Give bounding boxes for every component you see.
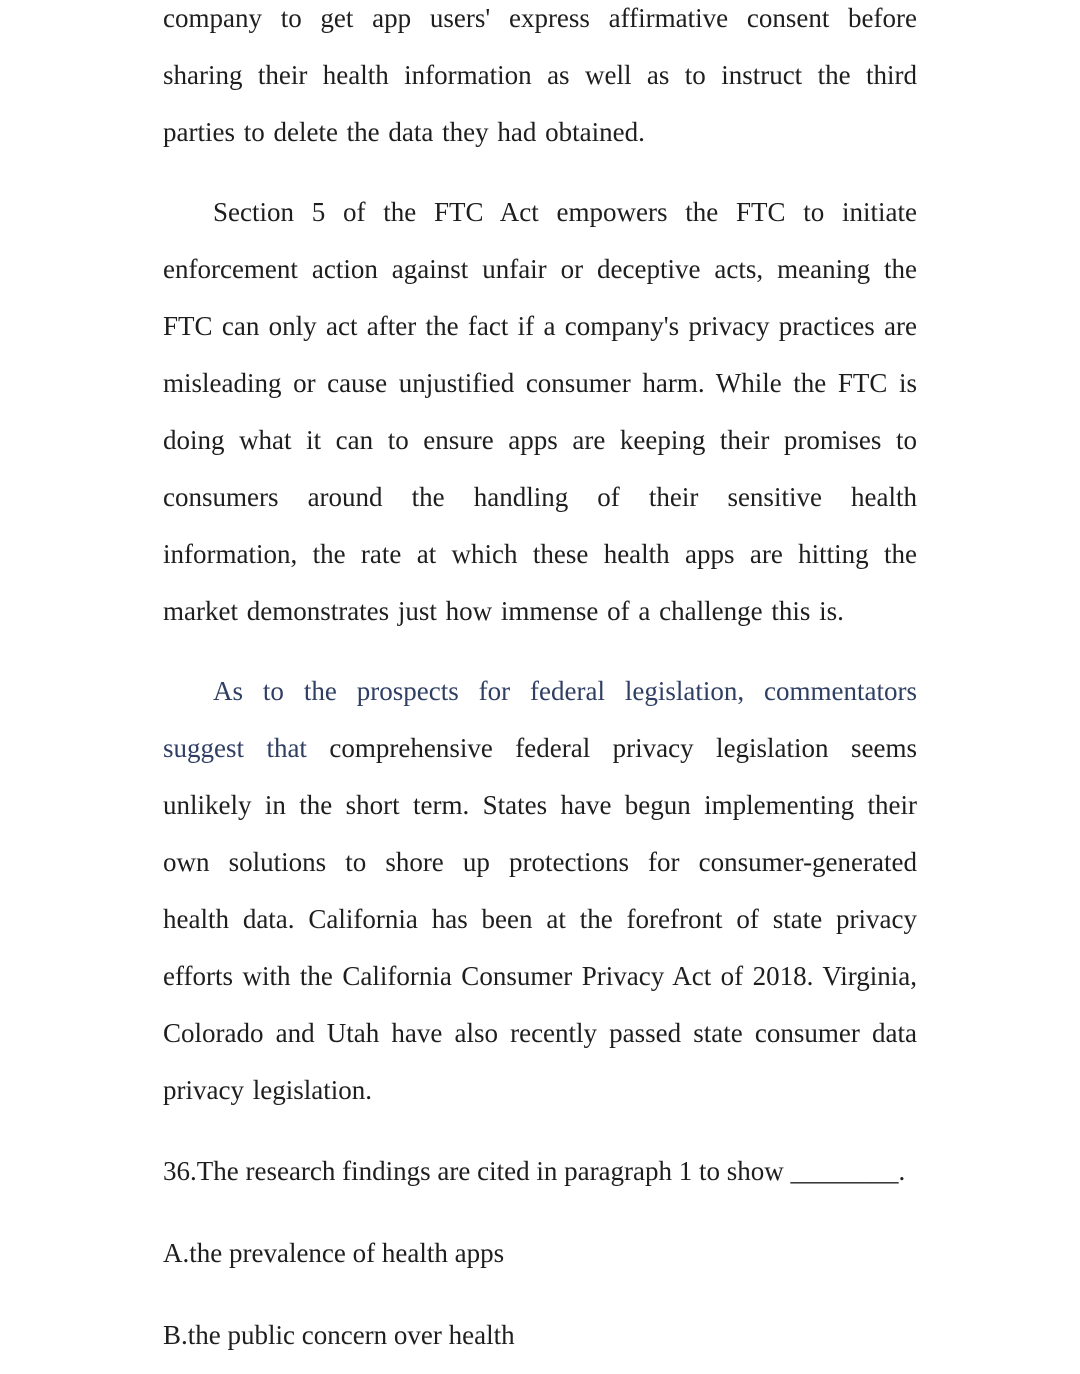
paragraph-legislation-rest: comprehensive federal privacy legislation seems unlikely in the short term. States have begun implementing their own solutions to shore up protections for consumer-generated health data. California has been at the forefront of state privacy efforts with the California Consumer Privacy Act of 2018. Virginia, Colorado and Utah have also recently passed state consumer data privacy legislation. [163,733,917,1105]
question-36-stem: 36.The research findings are cited in paragraph 1 to show ________. [163,1156,906,1186]
passage-paragraph-continuation: company to get app users' express affirmative consent before sharing their health information as well as to instruct the third parties to delete the data they had obtained. [163,3,917,147]
passage-paragraph-ftc-act: Section 5 of the FTC Act empowers the FTC to initiate enforcement action against unfair or deceptive acts, meaning the FTC can only act after the fact if a company's privacy practices are misleading or cause unjustified consumer harm. While the FTC is doing what it can to ensure apps are keeping their promises to consumers around the handling of their sensitive health information, the rate at which these health apps are hitting the market demonstrates just how immense of a challenge this is. [163,197,917,626]
passage-paragraph-legislation [163,663,917,1119]
option-b: B.the public concern over health [163,1320,515,1350]
option-a: A.the prevalence of health apps [163,1238,505,1268]
highlighted-sentence: As to the prospects for federal legislation, commentators suggest that [163,676,917,763]
